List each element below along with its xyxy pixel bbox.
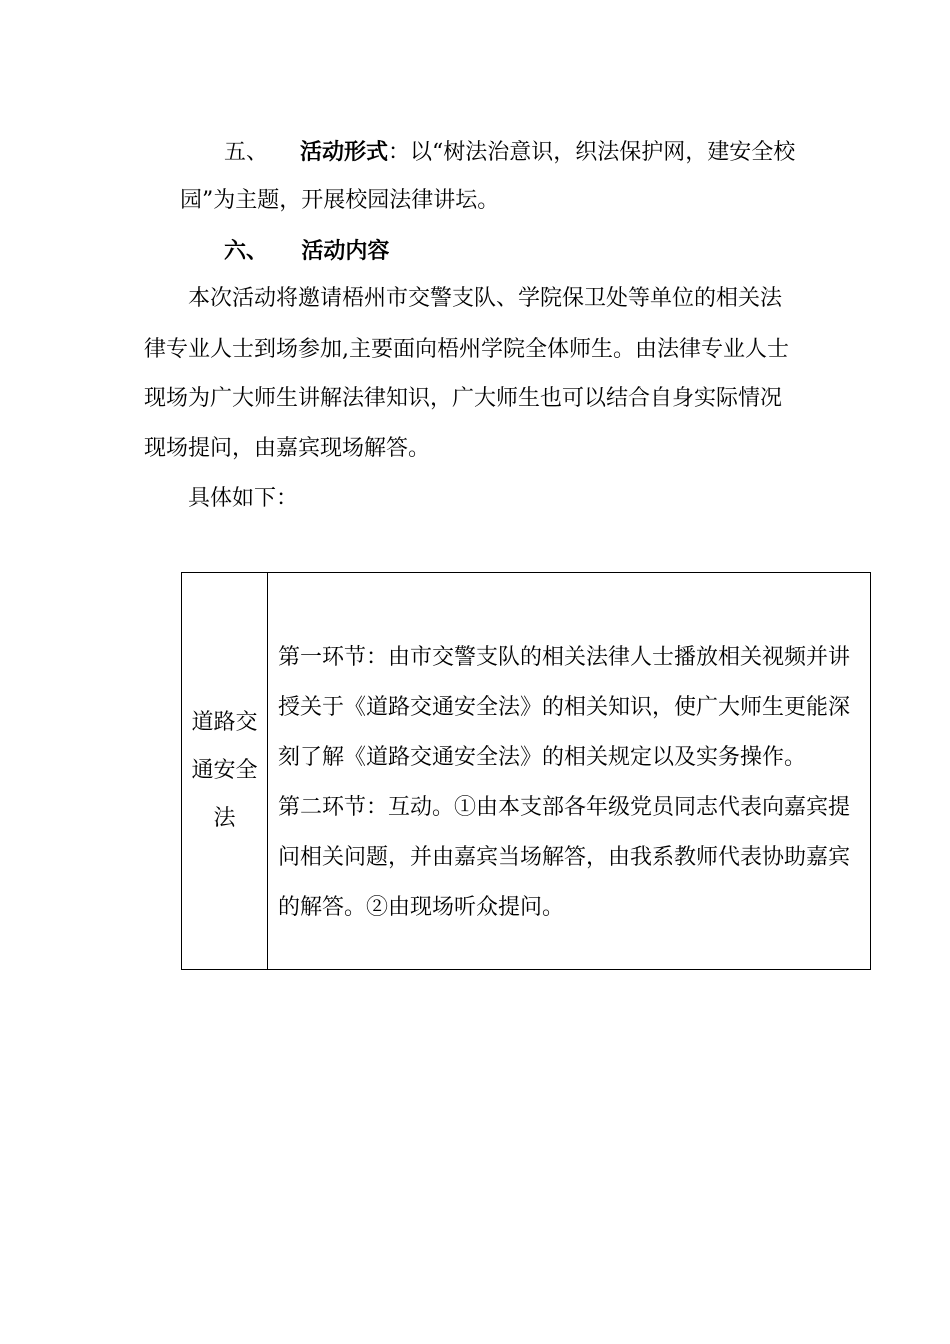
- paragraph-line-4: 现场提问，由嘉宾现场解答。: [144, 436, 431, 461]
- paragraph-line-1: 本次活动将邀请梧州市交警支队、学院保卫处等单位的相关法: [188, 286, 783, 311]
- table-label-line-2: 通安全: [191, 758, 258, 783]
- table-label-line-1: 道路交: [191, 710, 258, 735]
- section5-number: 五、: [224, 140, 269, 165]
- paragraph-line-2: 律专业人士到场参加,主要面向梧州学院全体师生。由法律专业人士: [144, 337, 789, 362]
- table-content-line-3: 刻了解《道路交通安全法》的相关规定以及实务操作。: [278, 745, 807, 770]
- section5-heading: 活动形式: [300, 139, 389, 165]
- table-label-cell: [182, 573, 267, 969]
- section5-text-line1: ：以“树法治意识，织法保护网，建安全校: [388, 140, 796, 165]
- table-content-line-2: 授关于《道路交通安全法》的相关知识，使广大师生更能深: [278, 695, 851, 720]
- table-column-divider: [267, 573, 268, 969]
- table-content-line-6: 的解答。②由现场听众提问。: [278, 895, 565, 920]
- intro-text: 具体如下：: [188, 486, 299, 511]
- section5-line2: 园”为主题，开展校园法律讲坛。: [180, 188, 500, 213]
- section6-heading: 活动内容: [301, 238, 390, 264]
- table-content-cell: [278, 633, 868, 933]
- paragraph-line-3: 现场为广大师生讲解法律知识，广大师生也可以结合自身实际情况: [144, 386, 783, 411]
- table-content-line-5: 问相关问题，并由嘉宾当场解答，由我系教师代表协助嘉宾: [278, 845, 851, 870]
- section6-number: 六、: [224, 238, 269, 264]
- section5-line1: [224, 137, 795, 168]
- activity-table: [181, 572, 871, 970]
- table-content-line-4: 第二环节：互动。①由本支部各年级党员同志代表向嘉宾提: [278, 795, 851, 820]
- table-label-line-3: 法: [213, 806, 236, 831]
- section6-heading-line: [224, 236, 389, 266]
- table-content-line-1: 第一环节：由市交警支队的相关法律人士播放相关视频并讲: [278, 645, 851, 670]
